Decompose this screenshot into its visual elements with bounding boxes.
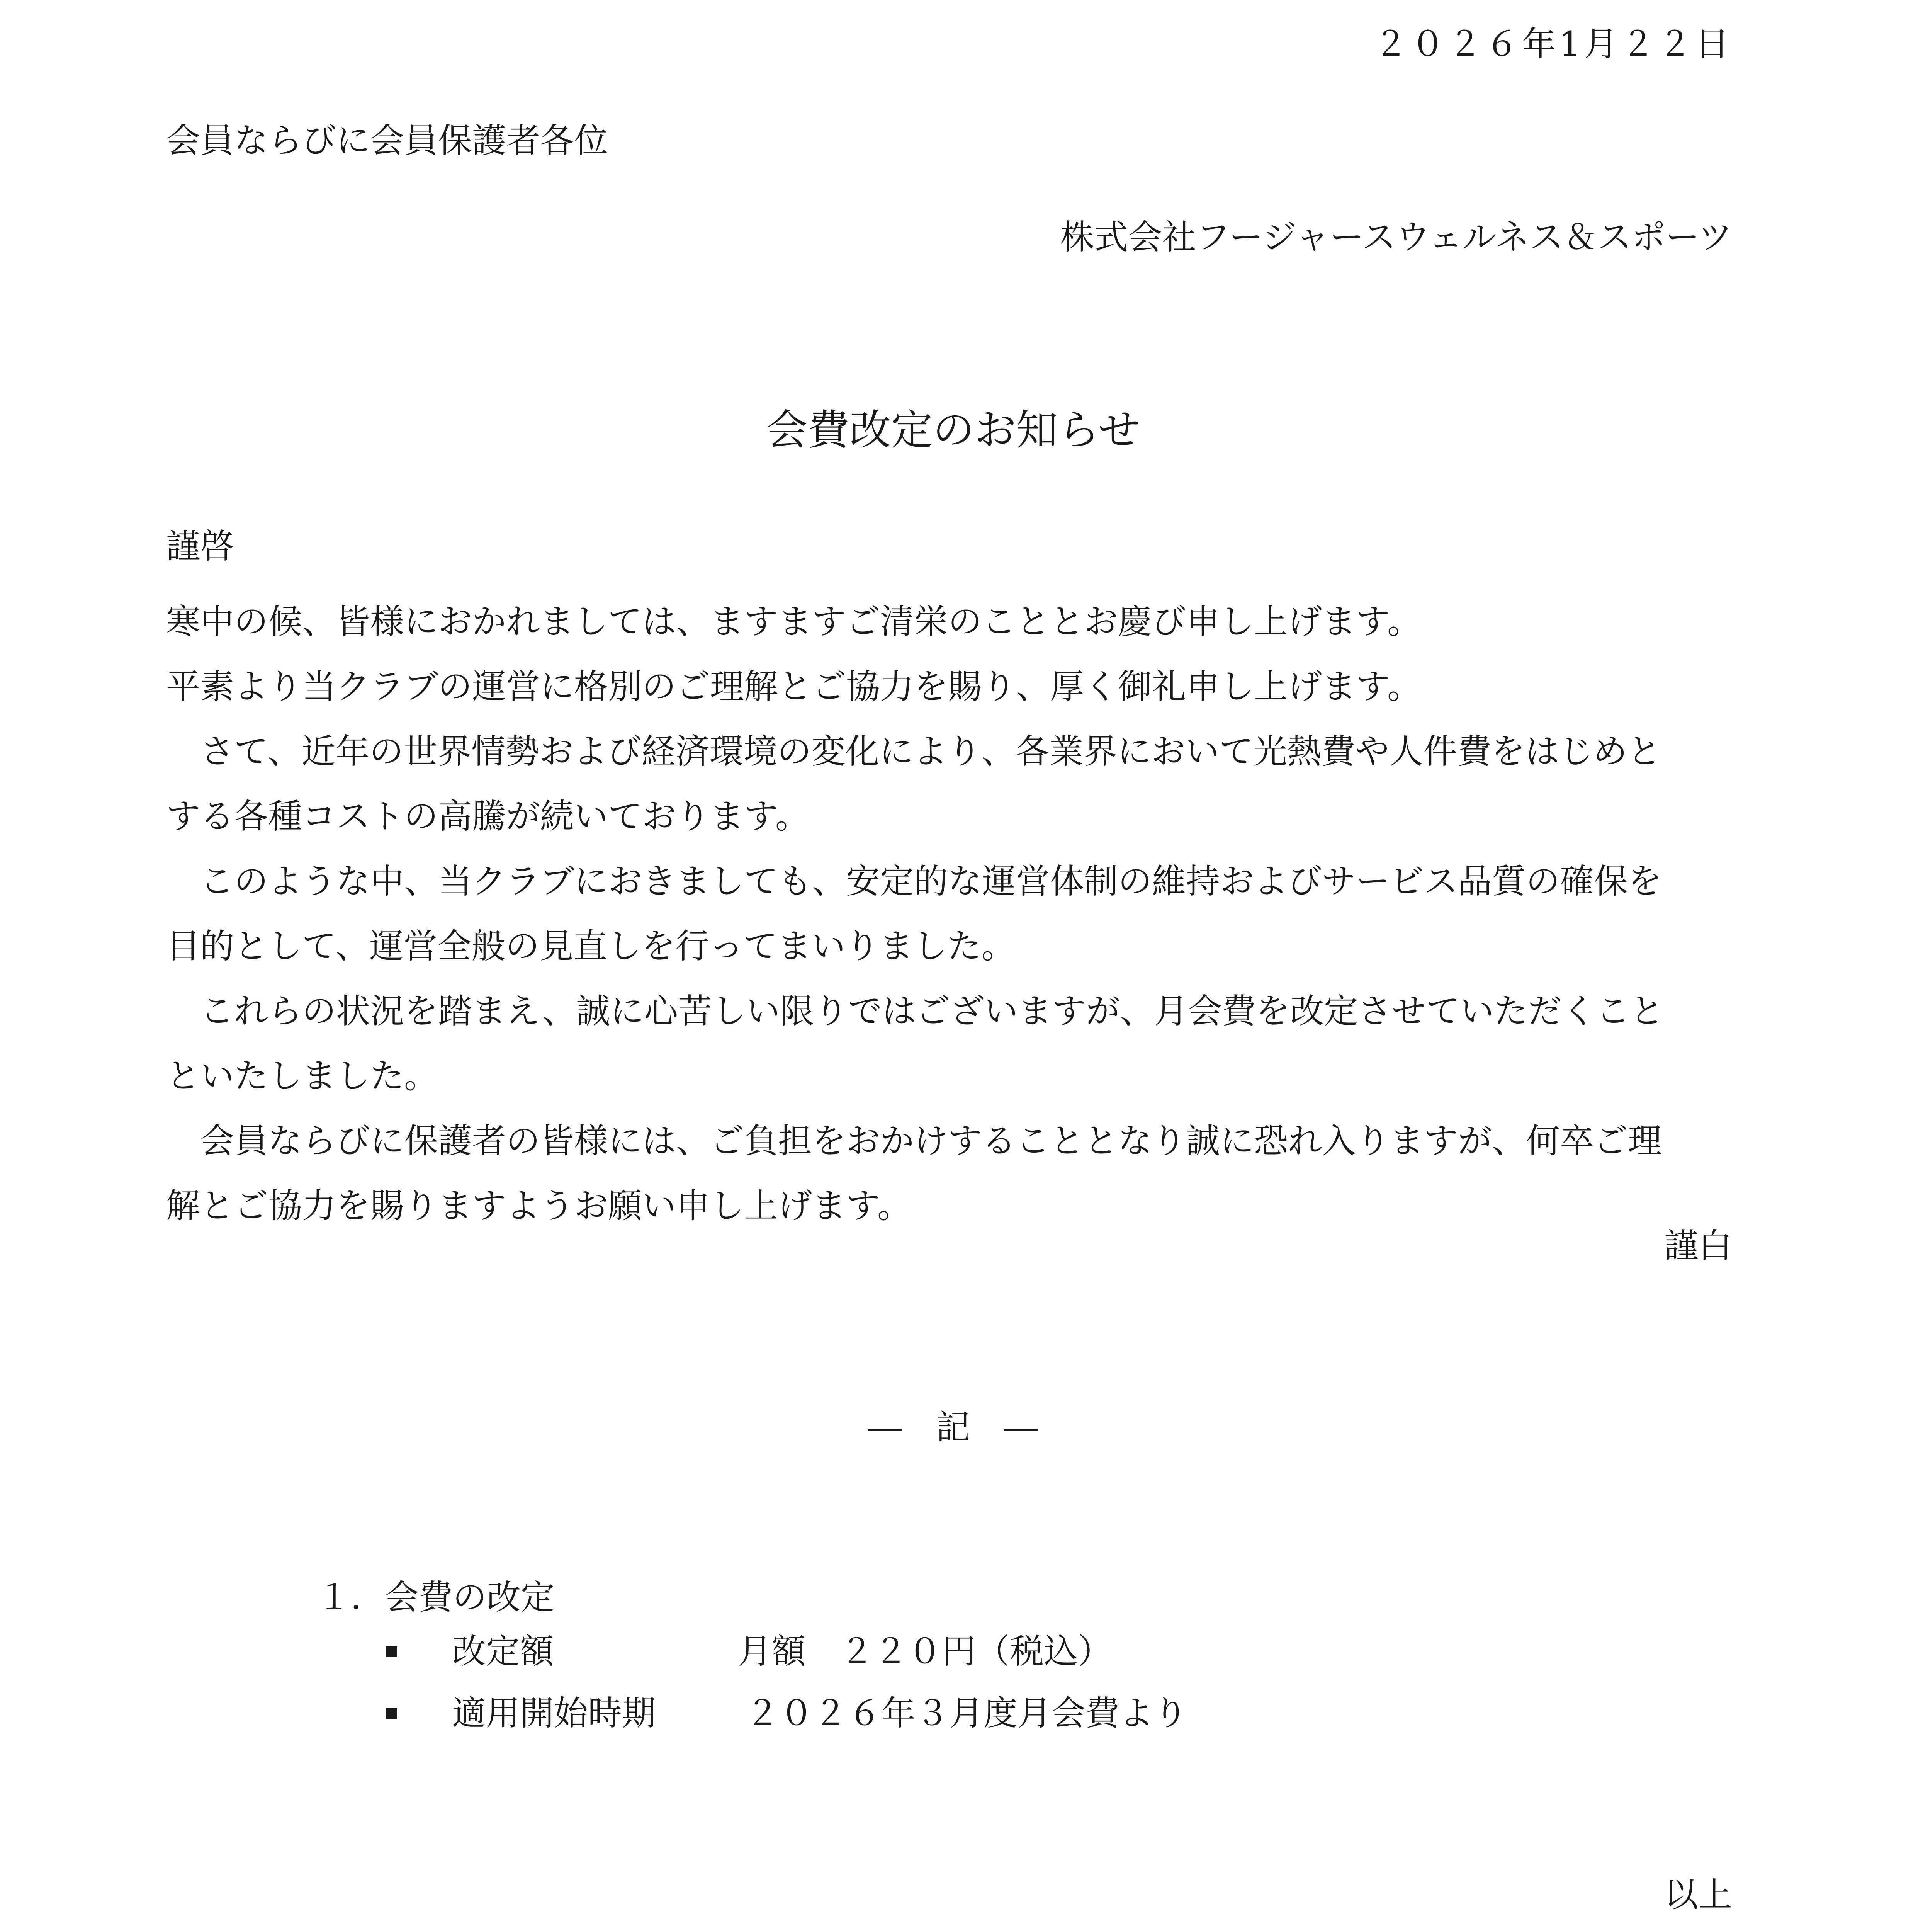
body-line: 目的として、運営全般の見直しを行ってまいりました。	[166, 926, 1016, 966]
body-line: 寒中の候、皆様におかれましては、ますますご清栄のこととお慶び申し上げます。	[166, 602, 1421, 641]
item-heading: １．会費の改定	[317, 1577, 555, 1617]
item-label: 適用開始時期	[452, 1693, 656, 1733]
body-line: このような中、当クラブにおきましても、安定的な運営体制の維持およびサービス品質の確保を	[166, 861, 1662, 901]
item-value: ２０２６年３月度月会費より	[746, 1693, 1188, 1733]
document-date: ２０２６年1月２２日	[1374, 24, 1732, 64]
recipient-line: 会員ならびに会員保護者各位	[166, 121, 608, 160]
item-label: 改定額	[452, 1631, 554, 1671]
body-line: 平素より当クラブの運営に格別のご理解とご協力を賜り、厚く御礼申し上げます。	[166, 667, 1421, 706]
body-line: さて、近年の世界情勢および経済環境の変化により、各業界において光熱費や人件費をはじめと	[166, 731, 1661, 771]
item-value: 月額 ２２０円（税込）	[738, 1631, 1112, 1671]
sender-company: 株式会社フージャースウェルネス＆スポーツ	[1060, 217, 1732, 257]
body-line: これらの状況を踏まえ、誠に心苦しい限りではございますが、月会費を改定させていただくこと	[166, 991, 1664, 1031]
body-text	[166, 589, 1742, 1238]
closing-salutation: 謹白	[1664, 1226, 1732, 1265]
body-line: 会員ならびに保護者の皆様には、ご負担をおかけすることとなり誠に恐れ入りますが、何卒ご理	[166, 1121, 1662, 1161]
ki-marker: ― 記 ―	[868, 1407, 1038, 1447]
end-marker: 以上	[1664, 1875, 1732, 1915]
square-bullet-icon	[386, 1708, 397, 1719]
document-title: 会費改定のお知らせ	[766, 406, 1140, 454]
body-line: する各種コストの高騰が続いております。	[166, 796, 809, 836]
square-bullet-icon	[386, 1646, 397, 1657]
body-line: 解とご協力を賜りますようお願い申し上げます。	[166, 1186, 911, 1226]
body-line: といたしました。	[166, 1056, 438, 1096]
opening-salutation: 謹啓	[166, 526, 234, 566]
